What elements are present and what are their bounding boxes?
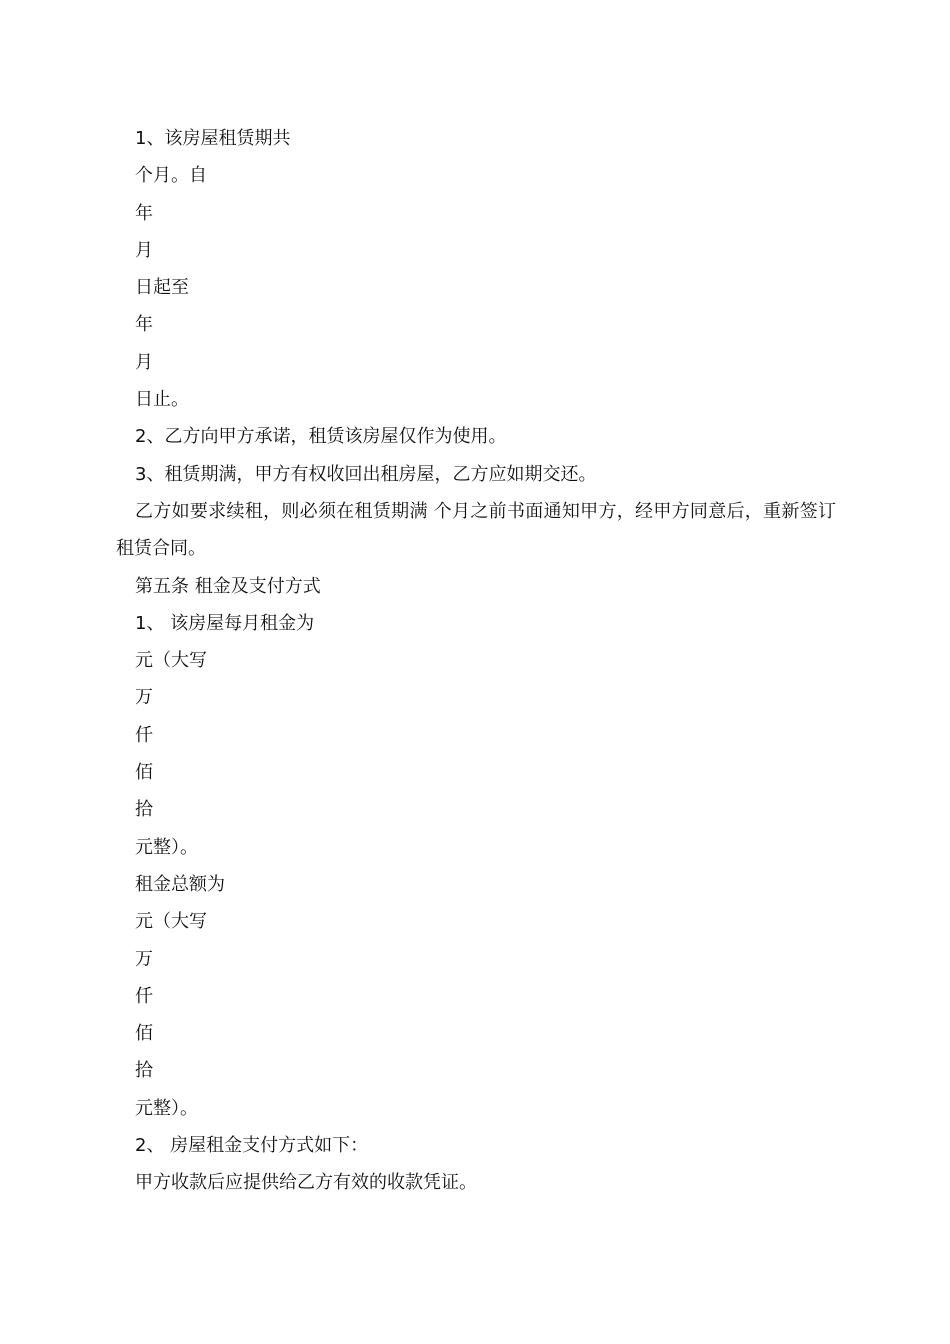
- text-line: 拾: [135, 799, 153, 821]
- text-line: 租金总额为: [135, 873, 225, 895]
- text-line: 2、乙方向甲方承诺，租赁该房屋仅作为使用。: [135, 426, 507, 448]
- text-line: 仟: [135, 724, 153, 746]
- text-line: 月: [135, 351, 153, 373]
- text-line: 年: [135, 202, 153, 224]
- text-line: 年: [135, 314, 153, 336]
- text-line: 佰: [135, 1023, 153, 1045]
- text-line: 日起至: [135, 277, 189, 299]
- text-line: 月: [135, 239, 153, 261]
- text-line: 元整）。: [135, 1097, 198, 1119]
- text-line: 1、该房屋租赁期共: [135, 128, 291, 149]
- renewal-paragraph: 乙方如要求续租，则必须在租赁期满 个月之前书面通知甲方，经甲方同意后，重新签订租赁合同。: [116, 500, 836, 560]
- section-heading: 第五条 租金及支付方式: [135, 575, 321, 597]
- text-line: 拾: [135, 1060, 153, 1082]
- text-line: 2、 房屋租金支付方式如下：: [135, 1135, 369, 1157]
- text-line: 个月。自: [135, 165, 207, 187]
- text-line: 万: [135, 948, 153, 970]
- text-line: 甲方收款后应提供给乙方有效的收款凭证。: [135, 1172, 477, 1194]
- text-line: 3、租赁期满，甲方有权收回出租房屋，乙方应如期交还。: [135, 463, 597, 485]
- text-line: 元（大写: [135, 911, 207, 933]
- text-line: 佰: [135, 762, 153, 784]
- text-line: 仟: [135, 985, 153, 1007]
- text-line: 元整）。: [135, 836, 198, 858]
- text-line: 日止。: [135, 389, 189, 411]
- text-line: 1、 该房屋每月租金为: [135, 612, 315, 634]
- text-line: 元（大写: [135, 650, 207, 672]
- document-body: [116, 120, 836, 1202]
- text-line: 万: [135, 687, 153, 709]
